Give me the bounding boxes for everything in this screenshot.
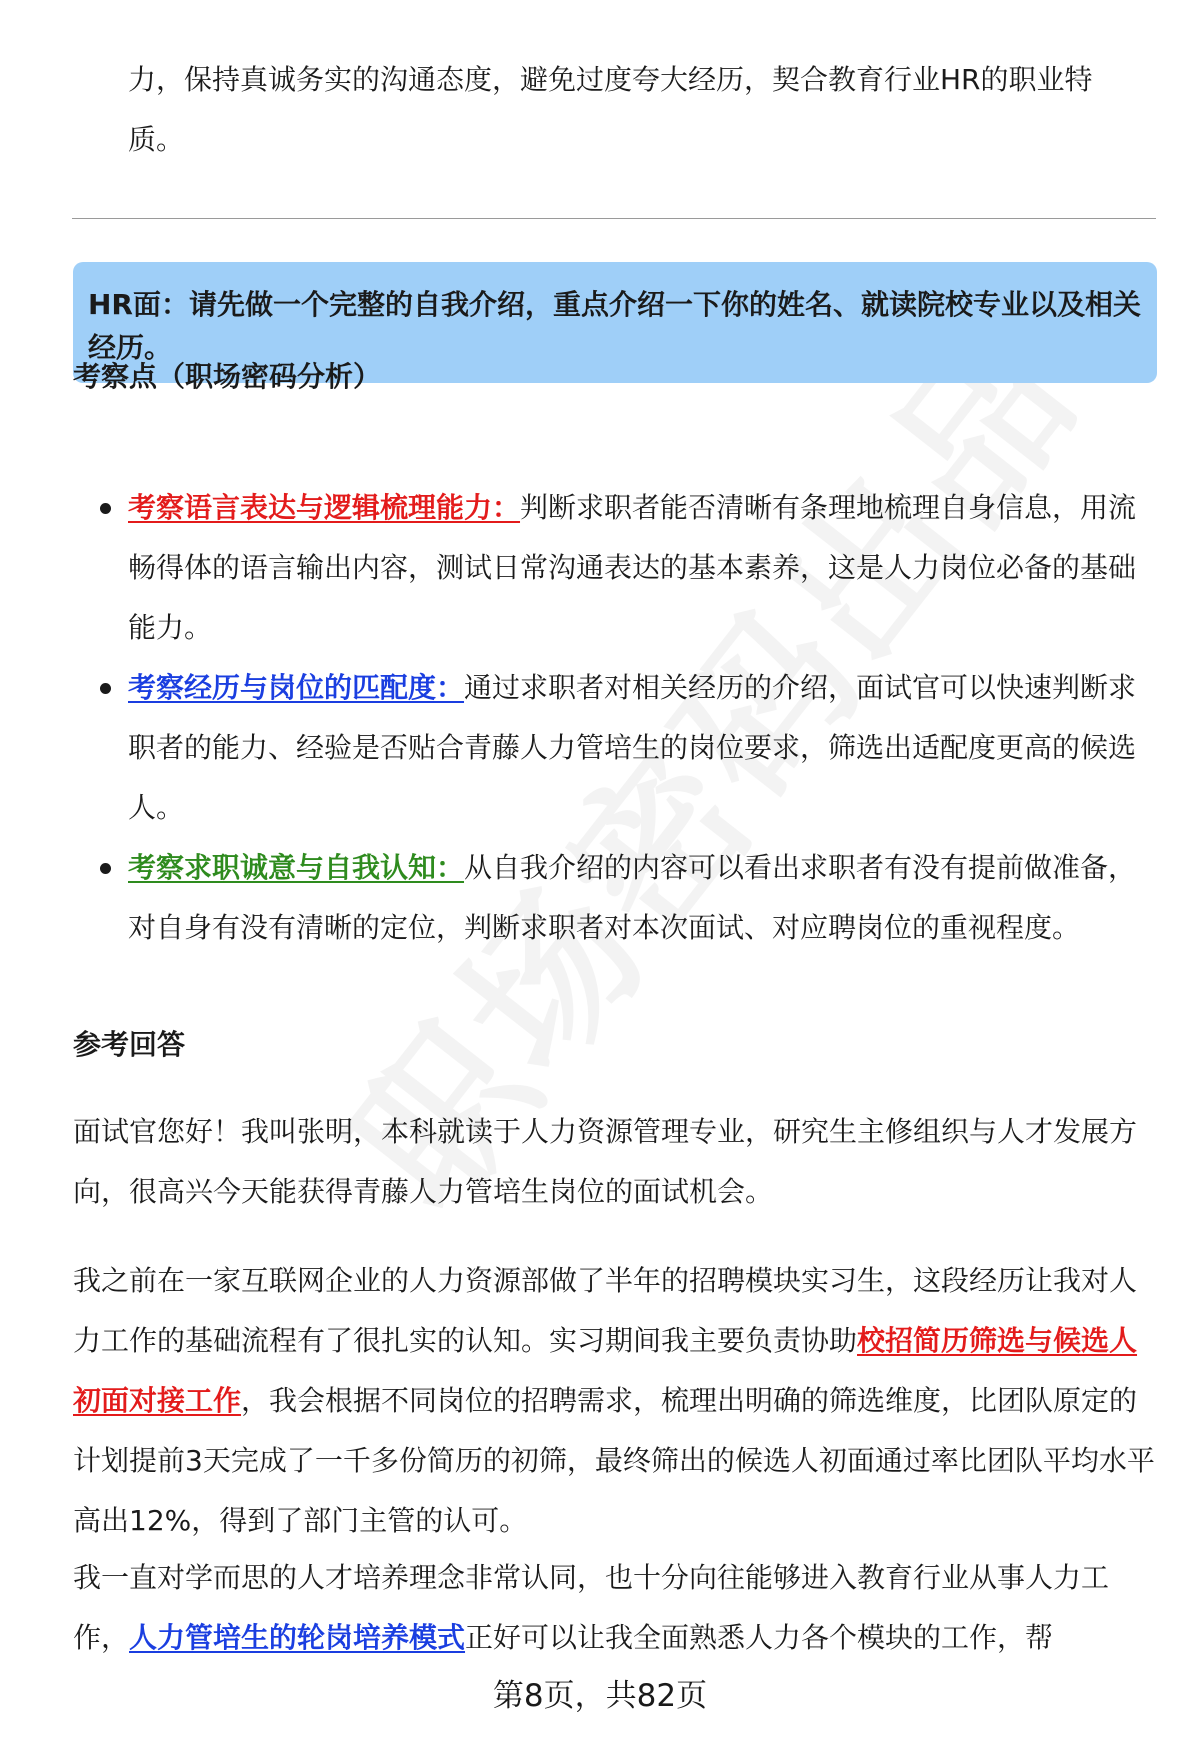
top-paragraph: 力，保持真诚务实的沟通态度，避免过度夸大经历，契合教育行业HR的职业特质。 — [128, 63, 1093, 156]
bullet-highlight: 考察语言表达与逻辑梳理能力： — [128, 491, 521, 524]
bullet-highlight: 考察求职诚意与自我认知： — [128, 851, 465, 884]
bullet-dot-icon — [100, 683, 111, 694]
answer-heading: 参考回答 — [73, 1028, 186, 1061]
paragraph-text: 我之前在一家互联网企业的人力资源部做了半年的招聘模块实习生，这段经历让我对人力工作的基础流程有了很扎实的认知。实习期间我主要负责协助 — [73, 1264, 1138, 1357]
page-number-footer: 第8页，共82页 — [492, 1678, 708, 1714]
bullet-text: 判断求职者能否清晰有条理地梳理自身信息，用流畅得体的语言输出内容，测试日常沟通表达的基本素养，这是人力岗位必备的基础能力。 — [128, 491, 1137, 644]
answer-paragraph-1: 面试官您好！我叫张明，本科就读于人力资源管理专业，研究生主修组织与人才发展方向，很高兴今天能获得青藤人力管培生岗位的面试机会。 — [73, 1115, 1138, 1208]
paragraph-highlight: 校招简历筛选与候选人初面对接工作 — [73, 1324, 1138, 1417]
question-text: HR面：请先做一个完整的自我介绍，重点介绍一下你的姓名、就读院校专业以及相关经历。 — [88, 288, 1141, 364]
paragraph-text: 正好可以让我全面熟悉人力各个模块的工作，帮 — [465, 1621, 1054, 1654]
section-divider — [72, 218, 1156, 219]
answer-paragraph-2 — [73, 1251, 1157, 1551]
bullet-dot-icon — [100, 503, 111, 514]
paragraph-text: 我一直对学而思的人才培养理念非常认同，也十分向往能够进入教育行业从事人力工作， — [73, 1561, 1110, 1654]
bullet-highlight: 考察经历与岗位的匹配度： — [128, 671, 465, 704]
bullet-text: 通过求职者对相关经历的介绍，面试官可以快速判断求职者的能力、经验是否贴合青藤人力管培生的岗位要求，筛选出适配度更高的候选人。 — [128, 671, 1137, 824]
answer-paragraph-3 — [73, 1548, 1157, 1668]
paragraph-highlight: 人力管培生的轮岗培养模式 — [129, 1621, 466, 1654]
list-item — [128, 658, 1148, 838]
analysis-list — [128, 478, 1148, 958]
bullet-text: 从自我介绍的内容可以看出求职者有没有提前做准备，对自身有没有清晰的定位，判断求职者对本次面试、对应聘岗位的重视程度。 — [128, 851, 1137, 944]
bullet-dot-icon — [100, 863, 111, 874]
analysis-heading: 考察点（职场密码分析） — [73, 360, 382, 393]
list-item — [128, 838, 1148, 958]
paragraph-text: ，我会根据不同岗位的招聘需求，梳理出明确的筛选维度，比团队原定的计划提前3天完成了一千多份简历的初筛，最终筛出的候选人初面通过率比团队平均水平高出12%，得到了部门主管的认可。 — [73, 1384, 1155, 1537]
list-item — [128, 478, 1148, 658]
